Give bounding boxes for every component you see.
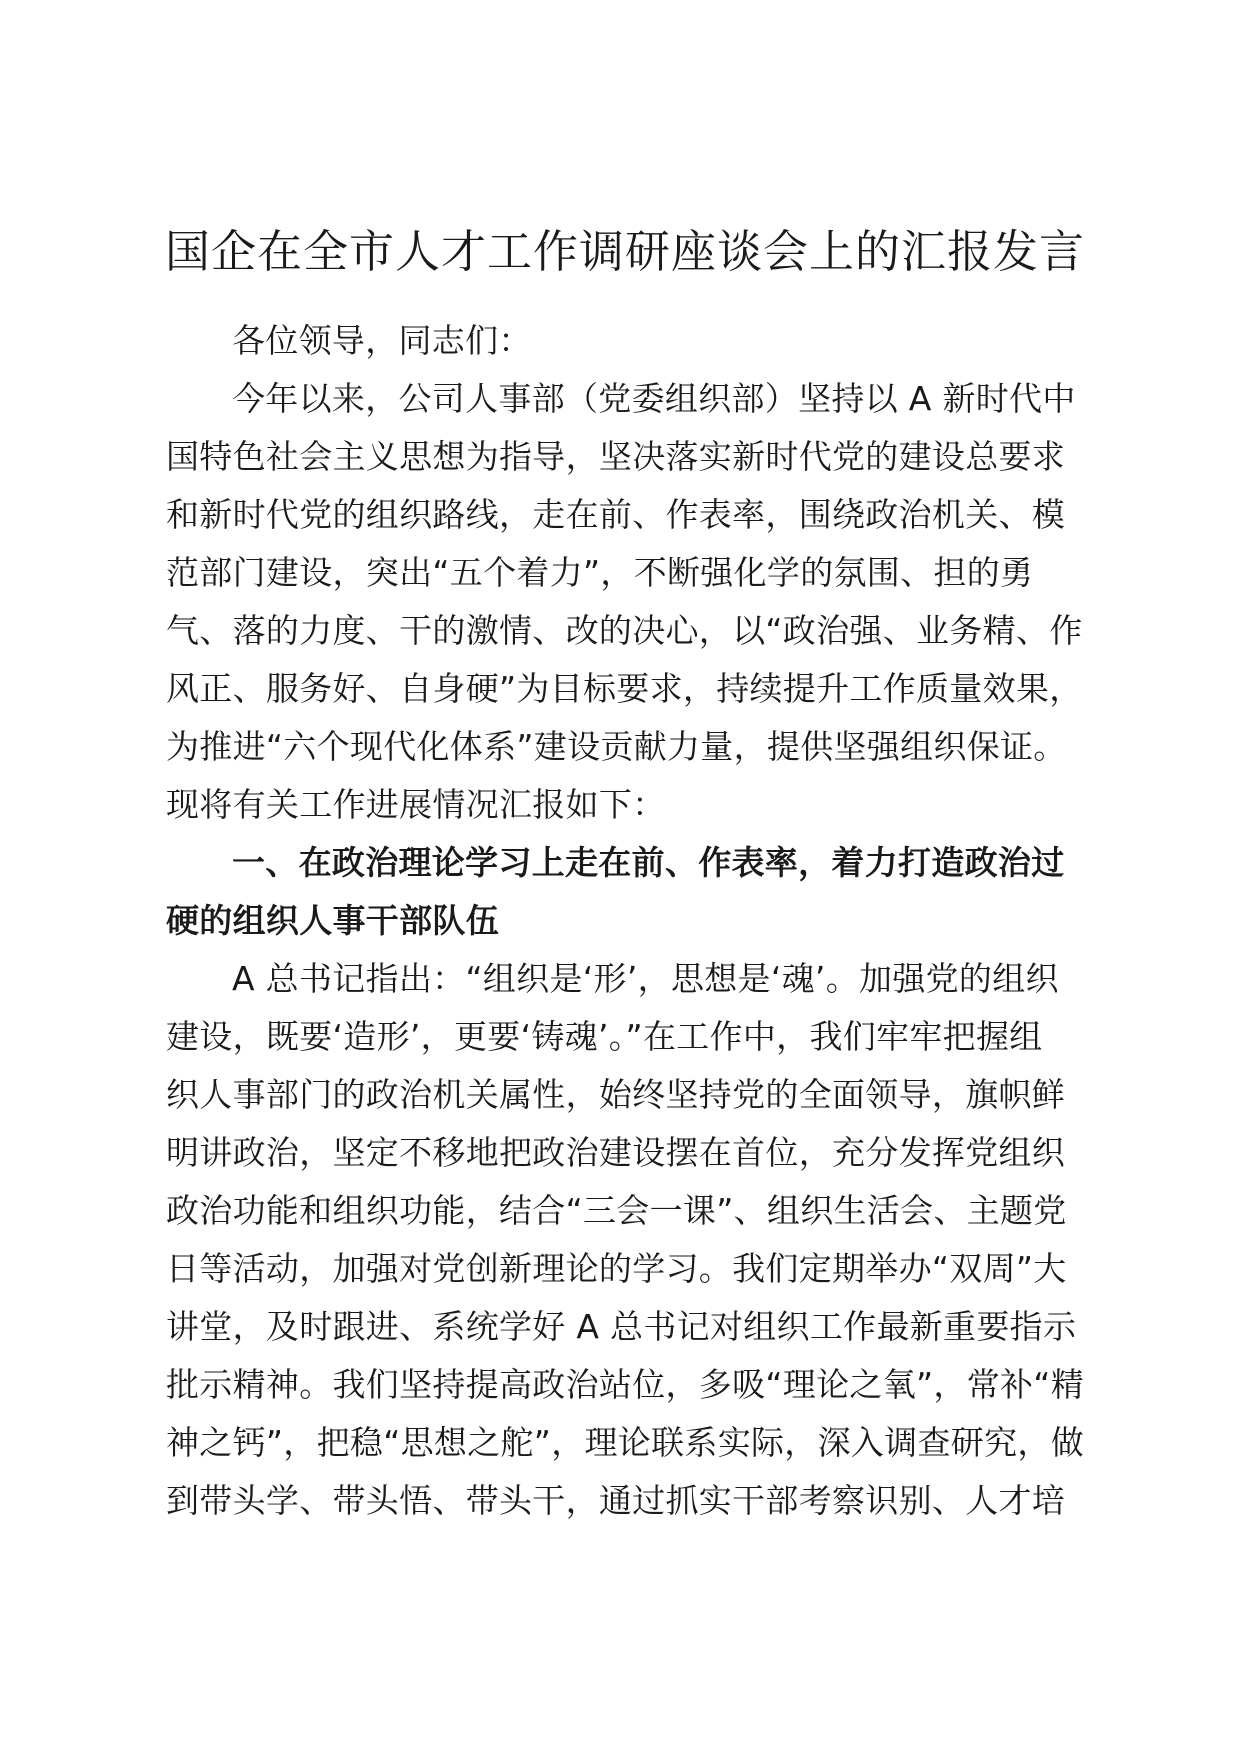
- paragraph-line: 为推进“六个现代化体系”建设贡献力量，提供坚强组织保证。: [166, 727, 1067, 766]
- paragraph-line: 建设，既要‘造形’，更要‘铸魂’。”在工作中，我们牢牢把握组: [166, 1017, 1043, 1056]
- document-body: [166, 312, 1086, 1530]
- document-title: 国企在全市人才工作调研座谈会上的汇报发言: [164, 225, 1085, 278]
- section-heading-line: 一、在政治理论学习上走在前、作表率，着力打造政治过: [232, 843, 1065, 882]
- paragraph-line: 国特色社会主义思想为指导，坚决落实新时代党的建设总要求: [166, 437, 1066, 476]
- paragraph-line: 到带头学、带头悟、带头干，通过抓实干部考察识别、人才培: [166, 1481, 1066, 1520]
- paragraph-line: 和新时代党的组织路线，走在前、作表率，围绕政治机关、模: [166, 495, 1066, 534]
- paragraph-line: 政治功能和组织功能，结合“三会一课”、组织生活会、主题党: [166, 1191, 1067, 1230]
- paragraph-line: 批示精神。我们坚持提高政治站位，多吸“理论之氧”，常补“精: [166, 1365, 1084, 1404]
- paragraph-line: 现将有关工作进展情况汇报如下：: [166, 785, 666, 824]
- salutation-line: 各位领导，同志们：: [232, 321, 532, 360]
- paragraph-line: 范部门建设，突出“五个着力”，不断强化学的氛围、担的勇: [166, 553, 1034, 592]
- paragraph-line: 今年以来，公司人事部（党委组织部）坚持以 A 新时代中: [232, 379, 1076, 418]
- paragraph-line: 日等活动，加强对党创新理论的学习。我们定期举办“双周”大: [166, 1249, 1067, 1288]
- paragraph-line: 气、落的力度、干的激情、改的决心，以“政治强、业务精、作: [166, 611, 1083, 650]
- paragraph-line: A 总书记指出：“组织是‘形’，思想是‘魂’。加强党的组织: [232, 959, 1059, 998]
- paragraph-line: 风正、服务好、自身硬”为目标要求，持续提升工作质量效果，: [166, 669, 1083, 708]
- section-heading-line: 硬的组织人事干部队伍: [166, 901, 499, 940]
- paragraph-line: 讲堂，及时跟进、系统学好 A 总书记对组织工作最新重要指示: [166, 1307, 1077, 1346]
- paragraph-line: 织人事部门的政治机关属性，始终坚持党的全面领导，旗帜鲜: [166, 1075, 1066, 1114]
- paragraph-line: 明讲政治，坚定不移地把政治建设摆在首位，充分发挥党组织: [166, 1133, 1066, 1172]
- paragraph-line: 神之钙”，把稳“思想之舵”，理论联系实际，深入调查研究，做: [166, 1423, 1084, 1462]
